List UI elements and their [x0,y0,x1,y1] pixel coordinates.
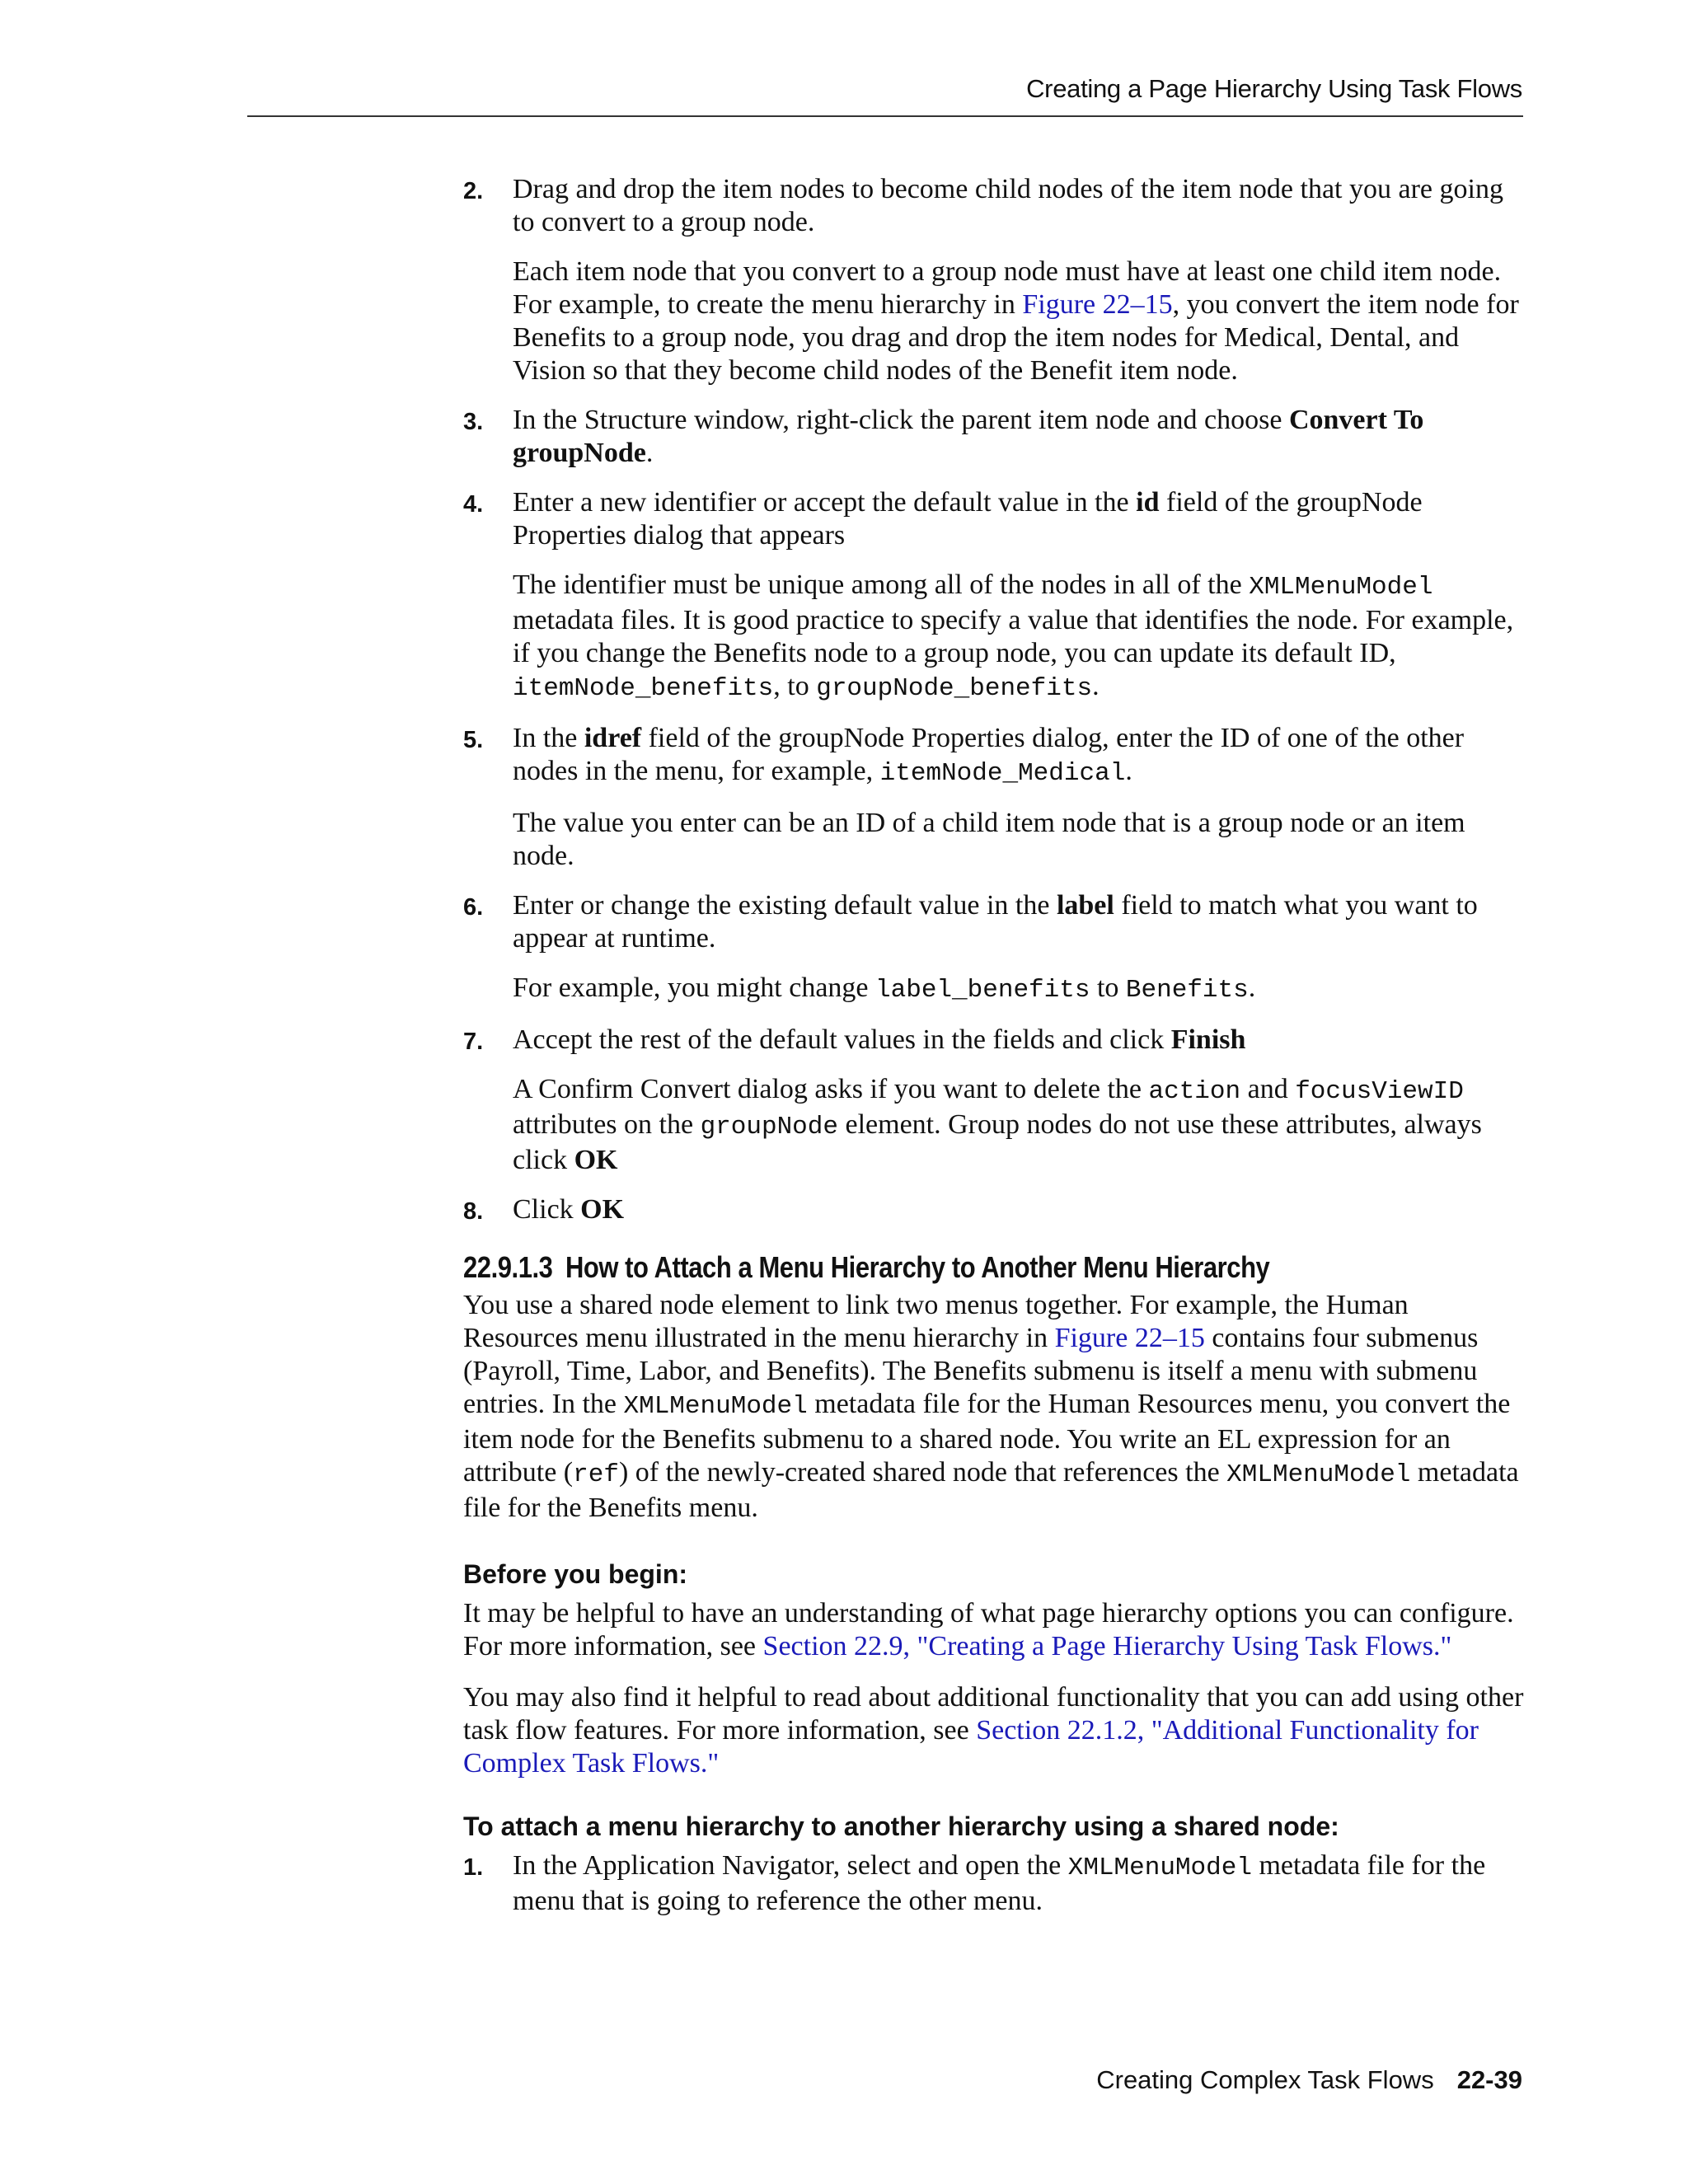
step-text: In the Application Navigator, select and open the XMLMenuModel metadata file for the menu that is going to reference the other menu. [513,1850,1486,1916]
section-link[interactable]: Section 22.9, "Creating a Page Hierarchy Using Task Flows." [762,1631,1452,1661]
step-text: Accept the rest of the default values in the fields and click Finish [513,1024,1246,1055]
figure-link[interactable]: Figure 22–15 [1054,1323,1205,1353]
running-header: Creating a Page Hierarchy Using Task Flows [1026,74,1522,103]
step-text: Enter or change the existing default value in the label field to match what you want to appear at runtime. [513,890,1478,954]
step-note: The value you enter can be an ID of a child item node that is a group node or an item node. [513,808,1465,871]
step-text: Enter a new identifier or accept the default value in the id field of the groupNode Properties dialog that appears [513,487,1423,551]
step-number: 4. [463,491,484,518]
step-note: A Confirm Convert dialog asks if you want to delete the action and focusViewID attributes on the groupNode element. Group nodes do not use these attributes, always click OK [513,1074,1482,1175]
page-body [463,173,1526,1934]
step-7 [463,1024,1526,1177]
step-6 [463,889,1526,1007]
step-number: 6. [463,894,484,921]
step-text: In the idref field of the groupNode Properties dialog, enter the ID of one of the other nodes in the menu, for example, itemNode_Medical. [513,723,1465,788]
header-rule [247,115,1523,117]
procedure-step-1 [463,1849,1526,1918]
step-number: 3. [463,409,484,435]
step-note: Each item node that you convert to a group node must have at least one child item node. For example, to create the menu hierarchy in Figure 22–15, you convert the item node for Benefits to a group node, you drag and drop the item nodes for Medical, Dental, and Vision so that they become child nodes of the Benefit item node. [513,256,1519,386]
step-number: 2. [463,178,484,204]
section-title: How to Attach a Menu Hierarchy to Another Menu Hierarchy [565,1250,1270,1284]
page-number: 22-39 [1456,2065,1522,2094]
step-8 [463,1193,1526,1228]
section-number: 22.9.1.3 [463,1250,553,1284]
step-text: In the Structure window, right-click the parent item node and choose Convert To groupNode. [513,405,1424,468]
step-text: Drag and drop the item nodes to become child nodes of the item node that you are going to convert to a group node. [513,174,1503,237]
figure-link[interactable]: Figure 22–15 [1022,289,1173,320]
procedure-heading: To attach a menu hierarchy to another hierarchy using a shared node: [463,1811,1339,1841]
step-4 [463,486,1526,705]
step-number: 1. [463,1854,484,1881]
before-paragraph-1: It may be helpful to have an understanding of what page hierarchy options you can configure. For more information, see Section 22.9, "Creating a Page Hierarchy Using Task Flows." [463,1598,1514,1661]
step-number: 5. [463,727,484,753]
step-2 [463,173,1526,387]
before-you-begin-heading: Before you begin: [463,1559,688,1589]
before-paragraph-2: You may also find it helpful to read about additional functionality that you can add using other task flow features. For more information, see Section 22.1.2, "Additional Functionality for Complex Task Flows." [463,1682,1524,1779]
step-number: 7. [463,1029,484,1055]
section-paragraph: You use a shared node element to link two menus together. For example, the Human Resources menu illustrated in the menu hierarchy in Figure 22–15 contains four submenus (Payroll, Time, Labor, and Benefits). The Benefits submenu is itself a menu with submenu entries. In the XMLMenuModel metadata file for the Human Resources menu, you convert the item node for the Benefits submenu to a shared node. You write an EL expression for an attribute (ref) of the newly-created shared node that references the XMLMenuModel metadata file for the Benefits menu. [463,1290,1519,1523]
step-5 [463,722,1526,873]
step-number: 8. [463,1198,484,1225]
step-3 [463,404,1526,470]
step-note: For example, you might change label_benefits to Benefits. [513,972,1256,1005]
step-note: The identifier must be unique among all of the nodes in all of the XMLMenuModel metadata files. It is good practice to specify a value that identifies the node. For example, if you change the Benefits node to a group node, you can update its default ID, itemNode_benefits, to groupNode_benefits. [513,569,1514,703]
section-link[interactable]: Section 22.1.2, "Additional Functionality for Complex Task Flows." [463,1715,1479,1779]
section-heading [463,1251,1377,1284]
running-footer [1096,2065,1522,2095]
footer-title: Creating Complex Task Flows [1096,2065,1434,2094]
step-text: Click OK [513,1194,625,1225]
